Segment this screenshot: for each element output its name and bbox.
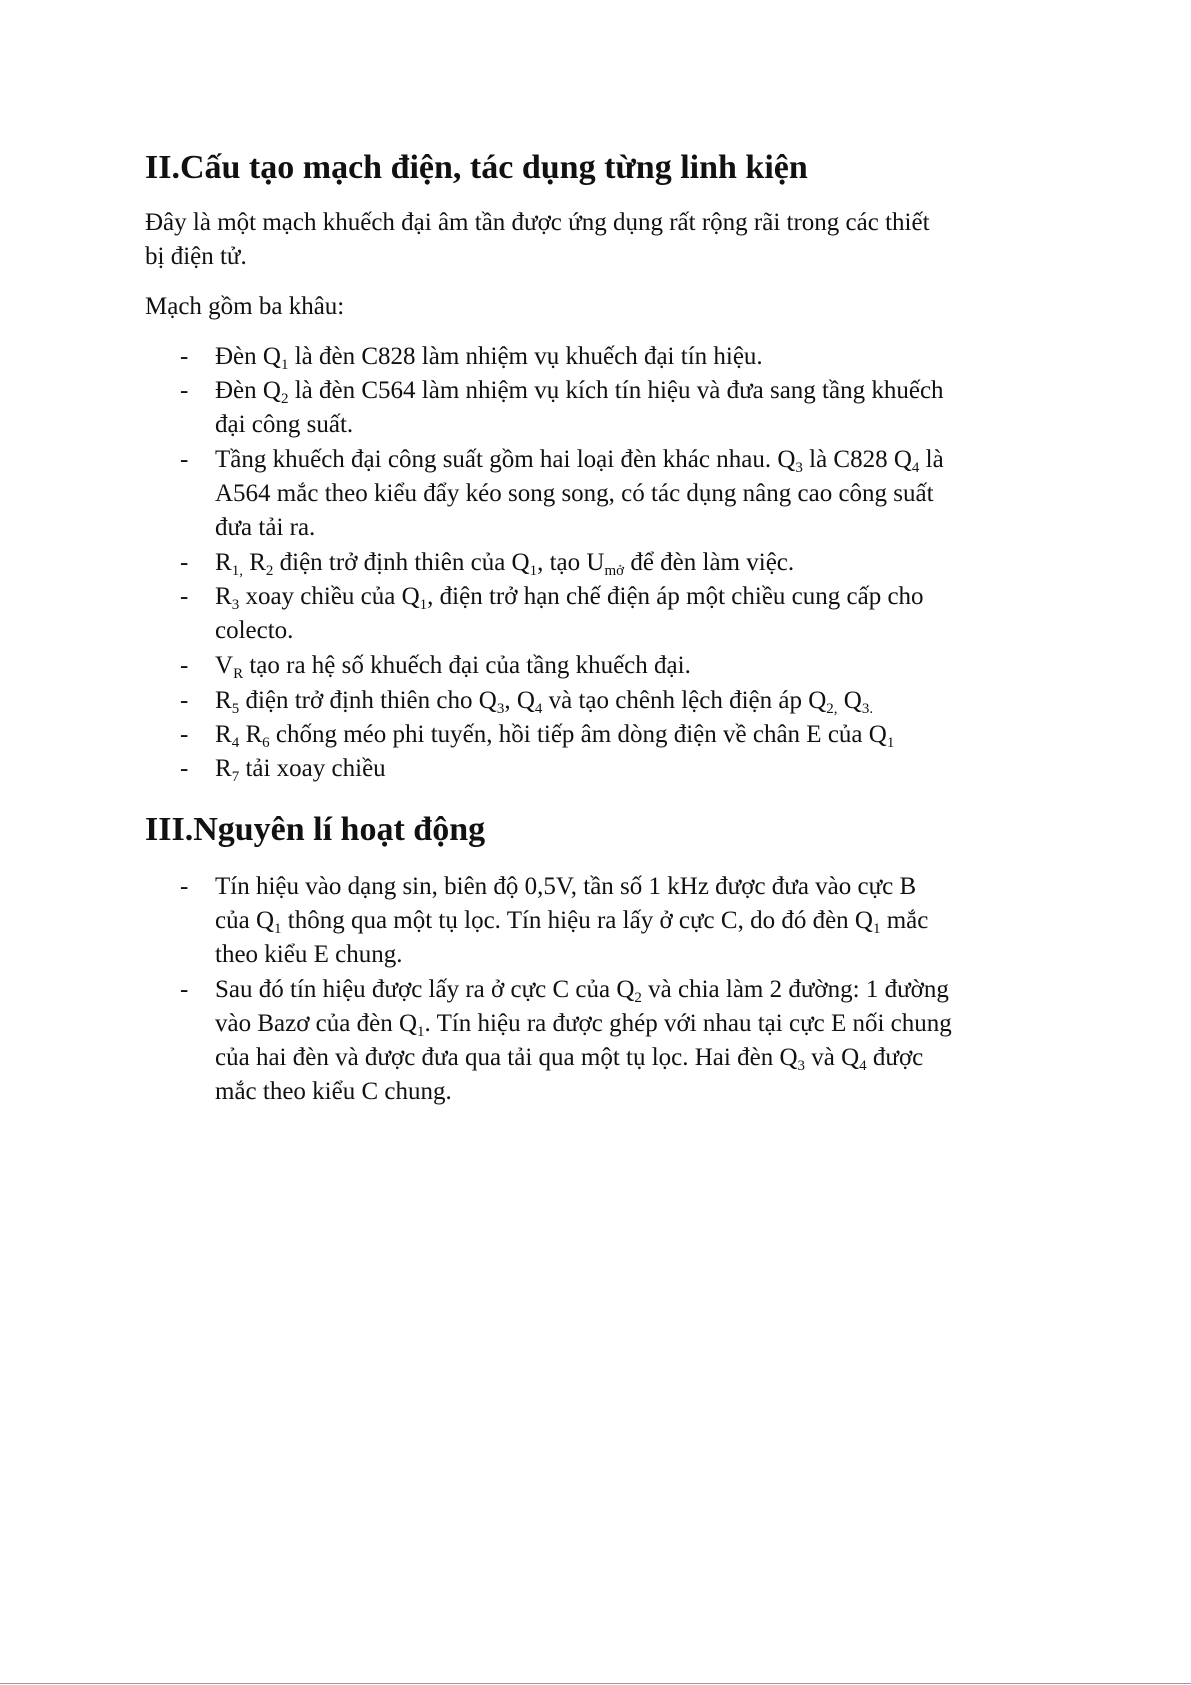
list-item-text-continued: đại công suất. — [215, 411, 354, 438]
list-item-text: Tín hiệu vào dạng sin, biên độ 0,5V, tần số 1 kHz được đưa vào cực B — [215, 873, 917, 900]
bullet-dash: - — [180, 377, 189, 404]
section-2-heading: II.Cấu tạo mạch điện, tác dụng từng linh kiện — [145, 149, 808, 186]
list-item-text-continued: theo kiểu E chung. — [215, 941, 403, 968]
bullet-dash: - — [180, 583, 189, 610]
list-item-text: Sau đó tín hiệu được lấy ra ở cực C của $Q_2$ và chia làm 2 đường: 1 đường — [215, 976, 949, 1006]
list-item-text: $R_{1,}$ $R_2$ điện trở định thiên của $Q_1$, tạo $U_{mở}$ để đèn làm việc. — [215, 549, 795, 579]
intro-line-1: Đây là một mạch khuếch đại âm tần được ứng dụng rất rộng rãi trong các thiết — [145, 209, 930, 236]
list-item-text: $R_5$ điện trở định thiên cho $Q_3$, $Q_4$ và tạo chênh lệch điện áp $Q_{2,}$ $Q_{3.}$ — [215, 687, 874, 717]
list-item-text: $R_4$ $R_6$ chống méo phi tuyến, hồi tiếp âm dòng điện về chân E của $Q_1$ — [215, 721, 895, 751]
list-item-text-continued: vào Bazơ của đèn $Q_1$. Tín hiệu ra được ghép với nhau tại cực E nối chung — [215, 1010, 952, 1040]
bullet-dash: - — [180, 343, 189, 370]
list-item-text: Tầng khuếch đại công suất gồm hai loại đèn khác nhau. $Q_3$ là C828 $Q_4$ là — [215, 446, 944, 476]
bullet-dash: - — [180, 721, 189, 748]
bullet-dash: - — [180, 446, 189, 473]
list-item-text-continued: colecto. — [215, 617, 294, 644]
list-item-text-continued: của $Q_1$ thông qua một tụ lọc. Tín hiệu ra lấy ở cực C, do đó đèn $Q_1$ mắc — [215, 907, 929, 937]
list-item-text: Đèn $Q_1$ là đèn C828 làm nhiệm vụ khuếch đại tín hiệu. — [215, 343, 763, 373]
list-item-text: $R_3$ xoay chiều của $Q_1$, điện trở hạn chế điện áp một chiều cung cấp cho — [215, 583, 924, 613]
list-item-text-continued: mắc theo kiểu C chung. — [215, 1078, 452, 1105]
list-item-text-continued: A564 mắc theo kiểu đẩy kéo song song, có tác dụng nâng cao công suất — [215, 480, 934, 507]
list-item-text: $V_R$ tạo ra hệ số khuếch đại của tầng khuếch đại. — [215, 652, 691, 682]
list-item-text: Đèn $Q_2$ là đèn C564 làm nhiệm vụ kích tín hiệu và đưa sang tầng khuếch — [215, 377, 944, 407]
intro-line-2: bị điện tử. — [145, 243, 247, 270]
bullet-dash: - — [180, 873, 189, 900]
list-item-text-continued: của hai đèn và được đưa qua tải qua một tụ lọc. Hai đèn $Q_3$ và $Q_4$ được — [215, 1044, 924, 1074]
list-item-text: $R_7$ tải xoay chiều — [215, 755, 386, 785]
list-item-text-continued: đưa tải ra. — [215, 514, 316, 541]
bullet-dash: - — [180, 755, 189, 782]
bullet-dash: - — [180, 652, 189, 679]
section-3-heading: III.Nguyên lí hoạt động — [145, 811, 486, 848]
bullet-dash: - — [180, 549, 189, 576]
lead-text: Mạch gồm ba khâu: — [145, 293, 345, 320]
bullet-dash: - — [180, 687, 189, 714]
bullet-dash: - — [180, 976, 189, 1003]
page-bottom-rule — [0, 1683, 1191, 1684]
